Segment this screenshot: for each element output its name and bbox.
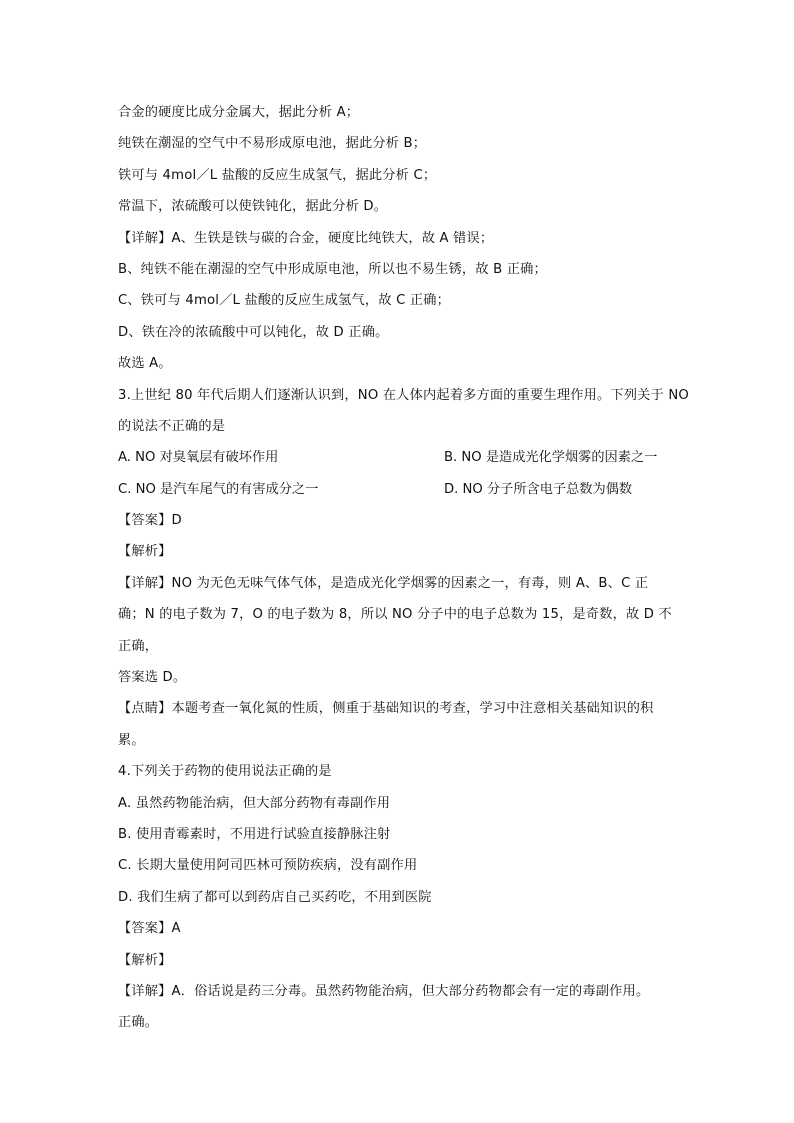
q4-detail-line-2: 正确。 <box>118 1015 159 1031</box>
text-line: D、铁在冷的浓硫酸中可以钝化，故 D 正确。 <box>118 324 389 340</box>
q4-detail-line-1: 【详解】A．俗话说是药三分毒。虽然药物能治病，但大部分药物都会有一定的毒副作用。 <box>118 983 650 999</box>
q3-options-row-2 <box>118 474 678 505</box>
q3-option-a: A. NO 对臭氧层有破坏作用 <box>118 450 279 466</box>
q3-comment-line-2: 累。 <box>118 732 145 748</box>
q3-stem-line-2: 的说法不正确的是 <box>118 418 226 434</box>
q4-option-c: C. 长期大量使用阿司匹林可预防疾病，没有副作用 <box>118 858 418 874</box>
q3-option-d: D. NO 分子所含电子总数为偶数 <box>444 481 633 497</box>
text-line: 纯铁在潮湿的空气中不易形成原电池，据此分析 B； <box>118 136 427 152</box>
q4-option-b: B. 使用青霉素时，不用进行试验直接静脉注射 <box>118 826 391 842</box>
text-line: B、纯铁不能在潮湿的空气中形成原电池，所以也不易生锈，故 B 正确； <box>118 261 547 277</box>
q3-analysis-heading: 【解析】 <box>118 544 172 560</box>
q3-option-c: C. NO 是汽车尾气的有害成分之一 <box>118 481 319 497</box>
conclusion-line: 故选 A。 <box>118 356 172 372</box>
text-line: 常温下，浓硫酸可以使铁钝化，据此分析 D。 <box>118 199 388 215</box>
q3-detail-line-3: 正确， <box>118 638 159 654</box>
q3-answer: 【答案】D <box>118 513 182 529</box>
q4-stem: 4.下列关于药物的使用说法正确的是 <box>118 764 332 780</box>
detail-line: 【详解】A、生铁是铁与碳的合金，硬度比纯铁大，故 A 错误； <box>118 230 494 246</box>
q4-answer: 【答案】A <box>118 921 181 937</box>
text-line: C、铁可与 4mol／L 盐酸的反应生成氢气，故 C 正确； <box>118 293 451 309</box>
q4-option-d: D. 我们生病了都可以到药店自己买药吃，不用到医院 <box>118 889 432 905</box>
q3-options-row-1 <box>118 442 678 473</box>
q4-option-a: A. 虽然药物能治病，但大部分药物有毒副作用 <box>118 795 391 811</box>
text-line: 铁可与 4mol／L 盐酸的反应生成氢气，据此分析 C； <box>118 167 437 183</box>
q3-comment-line-1: 【点睛】本题考查一氧化氮的性质，侧重于基础知识的考查，学习中注意相关基础知识的积 <box>118 701 654 717</box>
q3-option-b: B. NO 是造成光化学烟雾的因素之一 <box>444 450 658 466</box>
q4-analysis-heading: 【解析】 <box>118 952 172 968</box>
q3-detail-line-2: 确；N 的电子数为 7，O 的电子数为 8，所以 NO 分子中的电子总数为 15，是奇数，故 D 不 <box>118 607 672 623</box>
q3-choose: 答案选 D。 <box>118 670 187 686</box>
q3-stem-line-1: 3.上世纪 80 年代后期人们逐渐认识到，NO 在人体内起着多方面的重要生理作用。下列关于 NO <box>118 387 689 403</box>
q3-detail-line-1: 【详解】NO 为无色无味气体气体，是造成光化学烟雾的因素之一，有毒，则 A、B、C 正 <box>118 575 649 591</box>
text-line: 合金的硬度比成分金属大，据此分析 A； <box>118 105 360 120</box>
document-page <box>118 97 689 1039</box>
